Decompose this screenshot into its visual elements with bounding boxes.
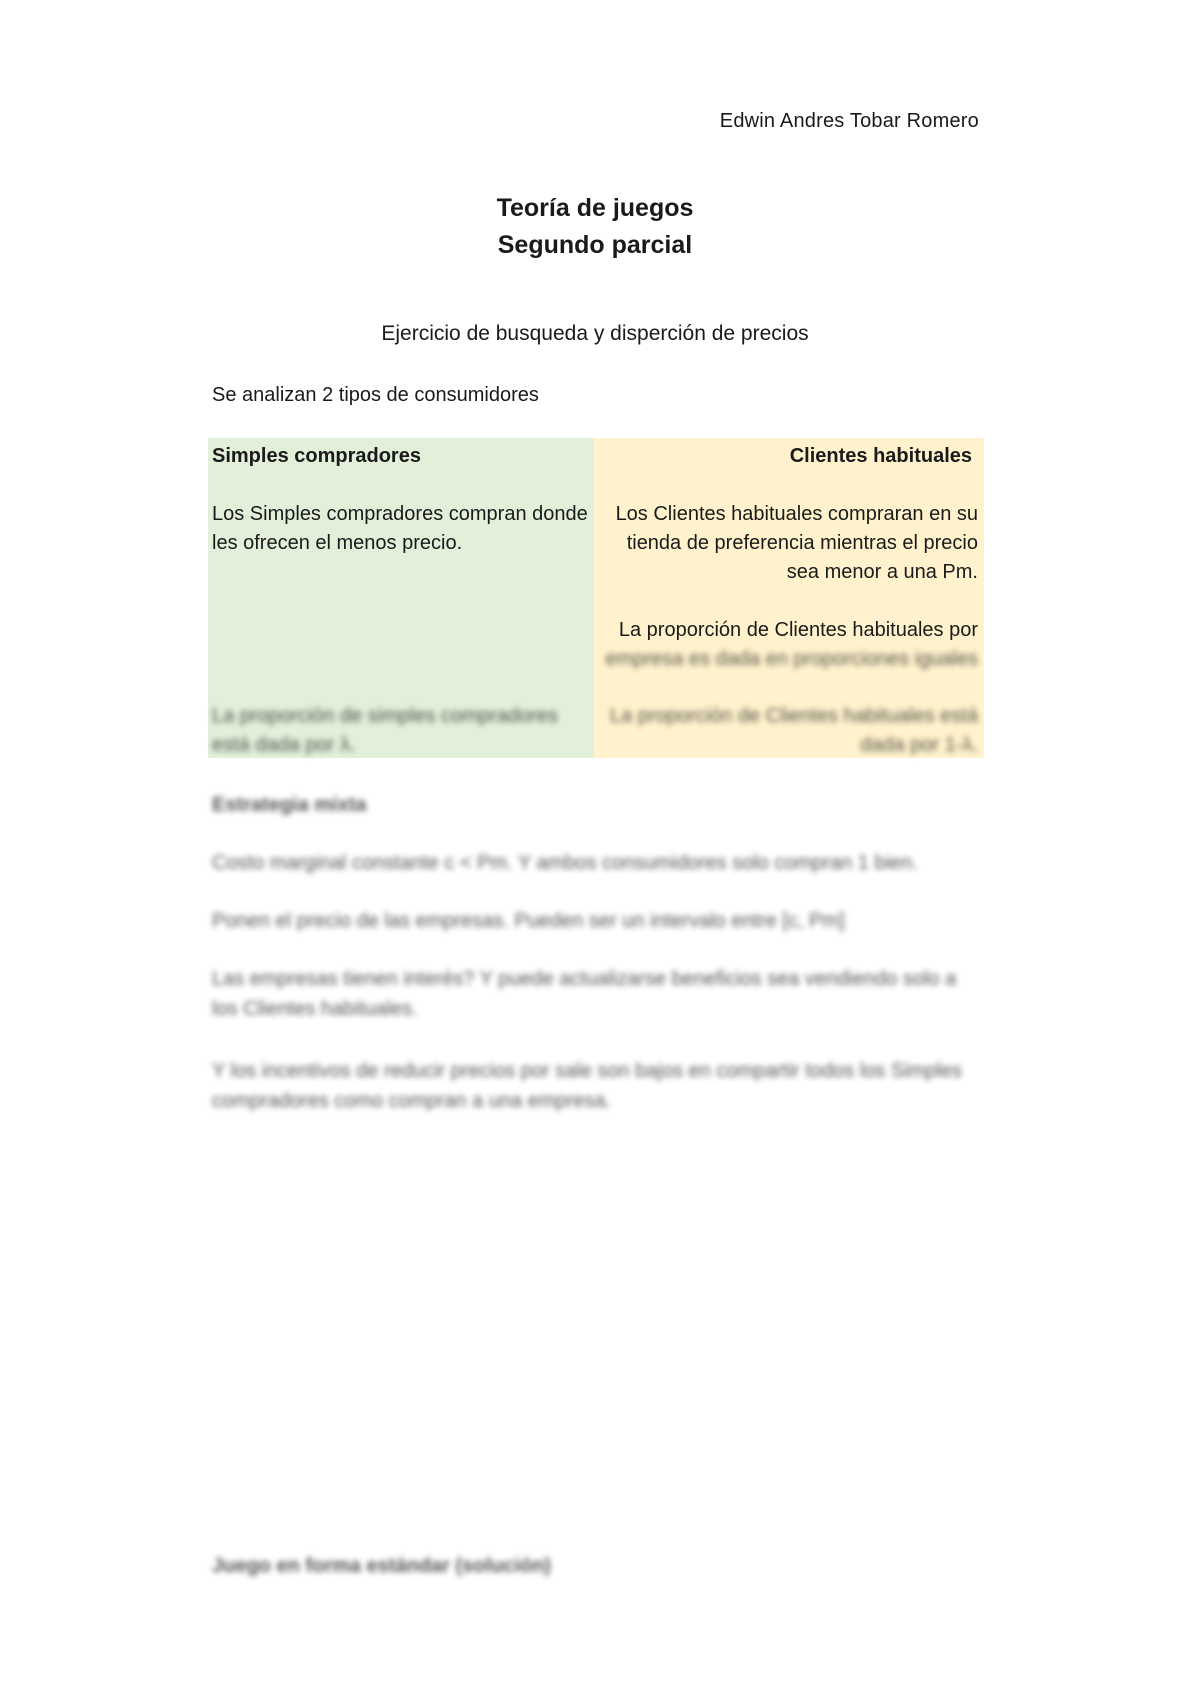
consumer-types-table <box>208 438 984 758</box>
regular-clients-heading: Clientes habituales <box>789 445 972 467</box>
body-paragraph: Costo marginal constante c < Pm. Y ambos consumidores solo compran 1 bien. <box>212 852 918 874</box>
document-title <box>0 190 1190 264</box>
document-subtitle: Ejercicio de busqueda y disperción de precios <box>381 322 809 345</box>
regular-clients-line: tienda de preferencia mientras el precio <box>626 532 978 554</box>
regular-clients-proportion: La proporción de Clientes habituales está dada por 1-λ. <box>609 705 978 756</box>
body-paragraph: Las empresas tienen interés? Y puede actualizarse beneficios sea vendiendo solo a los Clientes habituales. <box>212 968 957 1020</box>
author-name: Edwin Andres Tobar Romero <box>719 110 979 132</box>
simple-buyers-proportion: La proporción de simples compradores está dada por λ. <box>212 705 558 756</box>
regular-clients-column <box>594 438 984 758</box>
regular-clients-line: Los Clientes habituales compraran en su <box>615 503 978 525</box>
regular-clients-line: sea menor a una Pm. <box>786 561 978 583</box>
title-line-1: Teoría de juegos <box>496 194 694 222</box>
section-heading: Estrategia mixta <box>212 794 367 816</box>
title-line-2: Segundo parcial <box>497 231 693 259</box>
regular-clients-description <box>598 500 978 587</box>
regular-clients-proportion-note <box>598 616 978 674</box>
simple-buyers-column <box>208 438 594 758</box>
footer-heading: Juego en forma estándar (solución) <box>212 1555 551 1577</box>
simple-buyers-description: Los Simples compradores compran donde les ofrecen el menos precio. <box>212 503 588 554</box>
regular-clients-proportion-line: La proporción de Clientes habituales por <box>618 619 978 641</box>
simple-buyers-heading: Simples compradores <box>212 445 421 467</box>
body-paragraph: Y los incentivos de reducir precios por sale son bajos en compartir todos los Simples compradores como compran a una empresa. <box>212 1060 962 1112</box>
body-paragraph: Ponen el precio de las empresas. Pueden ser un intervalo entre [c, Pm] <box>212 910 845 932</box>
intro-paragraph: Se analizan 2 tipos de consumidores <box>212 384 539 406</box>
regular-clients-proportion-line: empresa es dada en proporciones iguales <box>605 648 978 670</box>
